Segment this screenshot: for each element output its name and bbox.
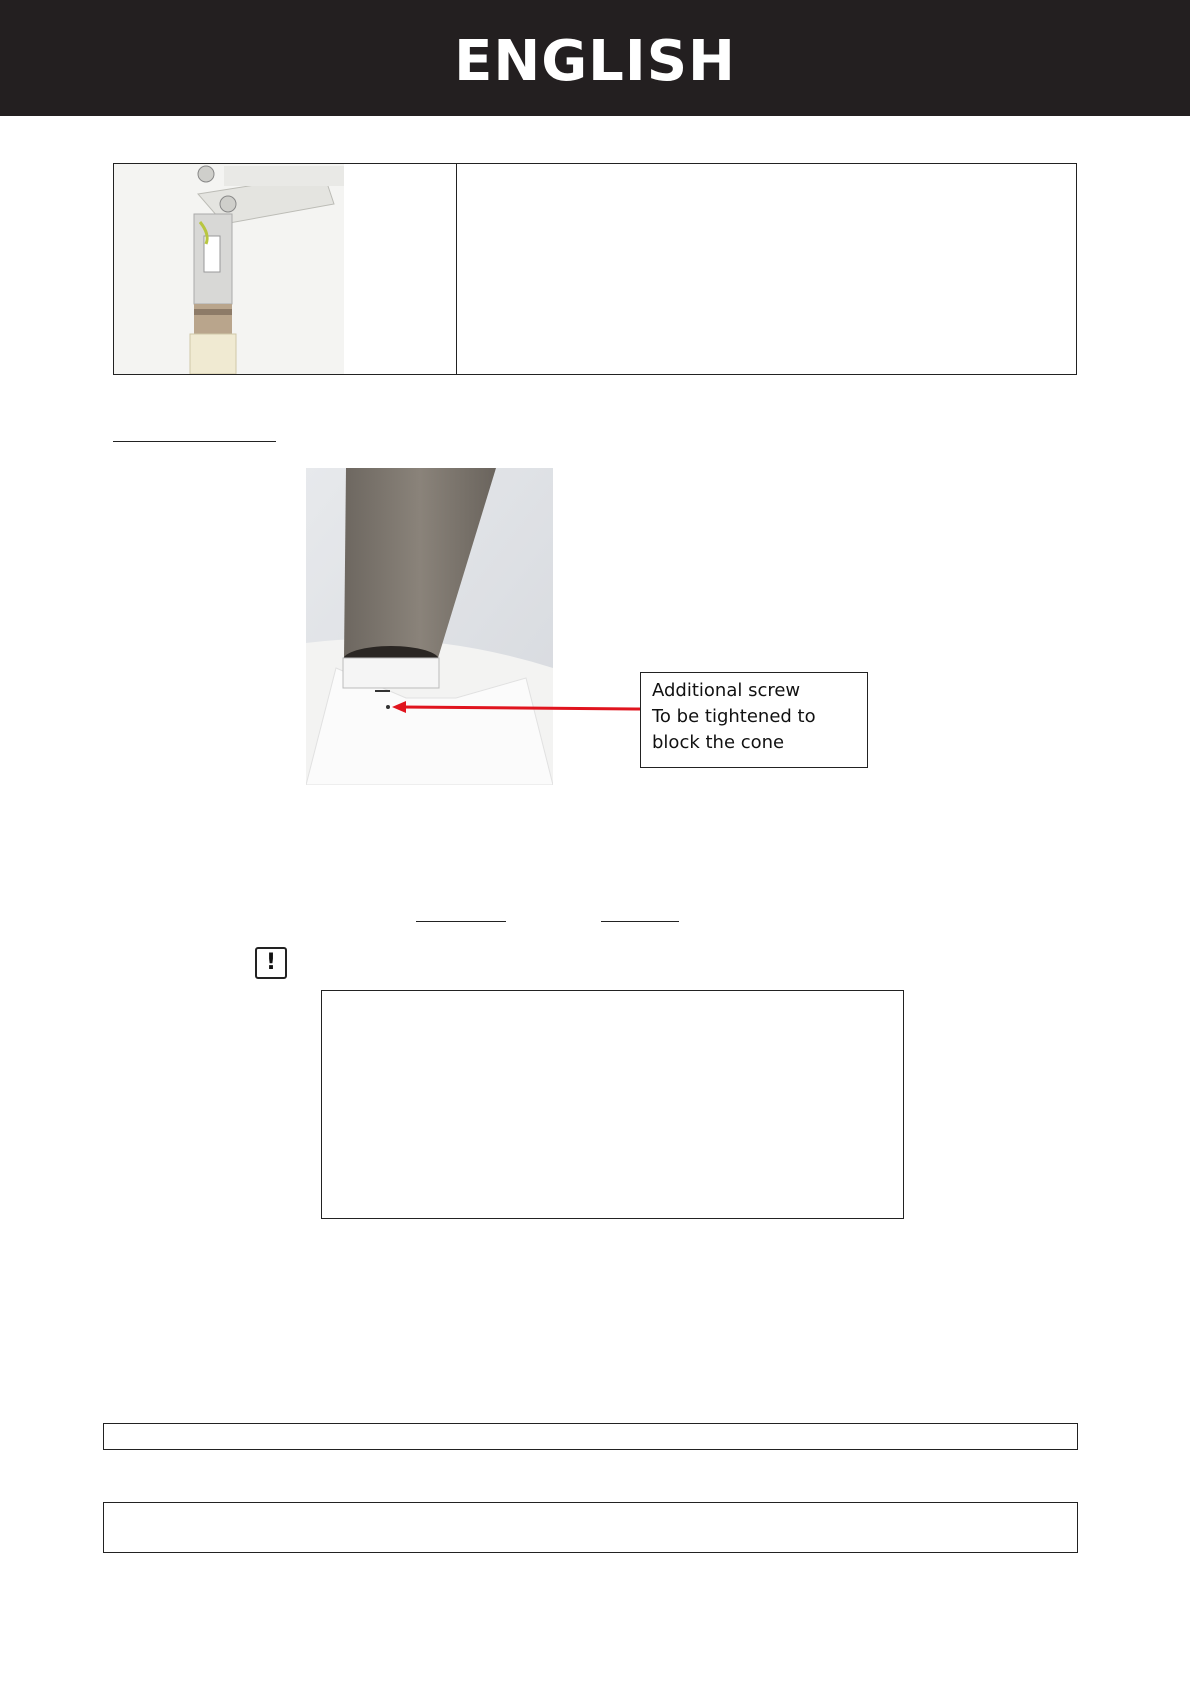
callout-arrow	[390, 695, 645, 715]
underline-segment	[601, 921, 679, 922]
table-divider	[456, 164, 457, 374]
callout-line: block the cone	[652, 732, 785, 753]
language-title: ENGLISH	[454, 28, 736, 94]
bottom-footer-box	[103, 1502, 1078, 1553]
callout-line: Additional screw	[652, 680, 801, 701]
top-table	[113, 163, 1077, 375]
lamp-arm-photo	[114, 164, 456, 374]
exclamation-warning-icon: !	[255, 947, 287, 979]
underline-segment	[416, 921, 506, 922]
cone-photo	[306, 468, 553, 785]
callout-box	[640, 672, 868, 768]
page-header	[0, 0, 1190, 116]
section-heading-underline	[113, 441, 276, 442]
callout-line: To be tightened to	[652, 706, 816, 727]
bottom-bar-box	[103, 1423, 1078, 1450]
warning-box	[321, 990, 904, 1219]
